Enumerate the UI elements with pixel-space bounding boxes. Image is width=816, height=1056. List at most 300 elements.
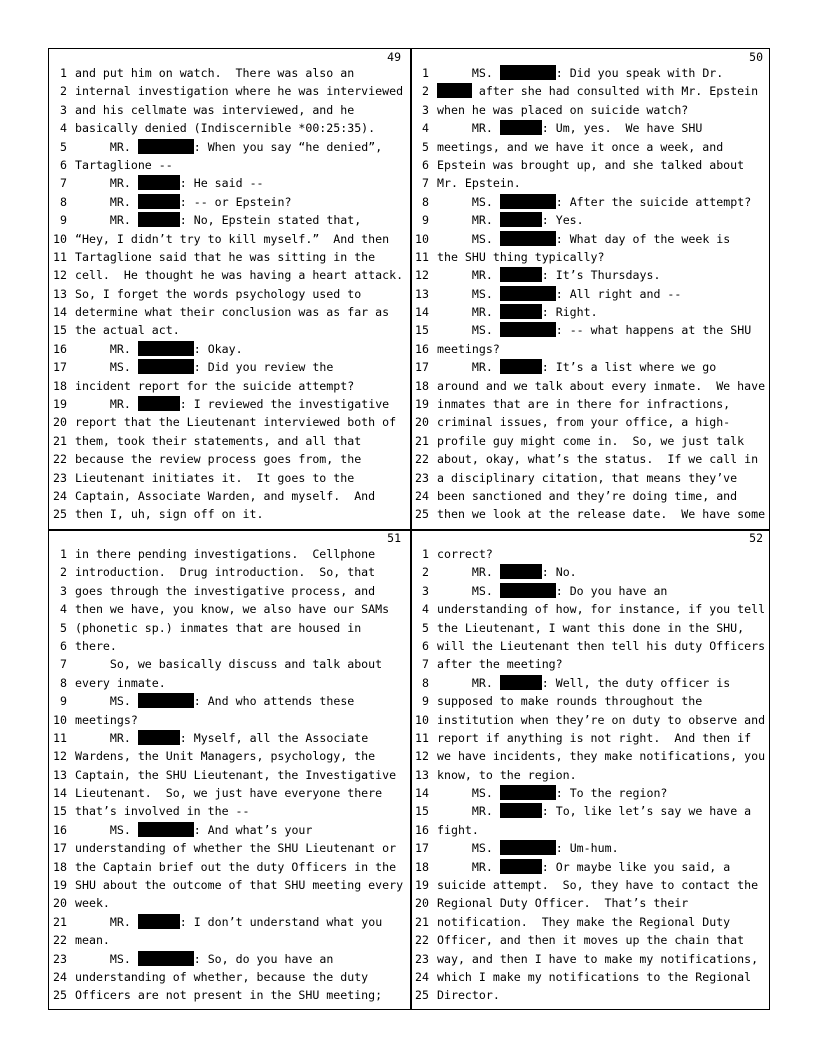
text-segment: profile guy might come in. So, we just talk	[437, 433, 745, 448]
line-number: 12	[415, 749, 429, 764]
line-text	[437, 655, 563, 673]
text-segment: Wardens, the Unit Managers, psychology, the	[75, 749, 376, 764]
line-text	[437, 101, 688, 119]
line-text	[437, 968, 751, 986]
line-text	[437, 469, 737, 487]
line-number: 8	[60, 675, 67, 690]
text-segment: MS.	[437, 841, 500, 856]
transcript-line	[411, 101, 769, 119]
text-segment: Officers are not present in the SHU meeting;	[75, 988, 383, 1003]
transcript-line	[411, 432, 769, 450]
transcript-line	[411, 747, 769, 765]
transcript-line	[411, 395, 769, 413]
line-text	[75, 674, 166, 692]
transcript-page-52	[411, 530, 769, 1008]
line-text	[437, 248, 605, 266]
line-text	[437, 450, 758, 468]
redaction-bar	[138, 212, 180, 227]
page-number: 51	[387, 531, 401, 545]
line-text	[75, 986, 382, 1004]
line-number: 24	[415, 488, 429, 503]
text-segment: : Yes.	[541, 213, 584, 228]
line-number: 7	[422, 657, 429, 672]
line-number: 5	[60, 620, 67, 635]
transcript-line	[49, 876, 407, 894]
transcript-line	[411, 729, 769, 747]
text-segment: criminal issues, from your office, a high-	[437, 415, 731, 430]
transcript-line	[49, 563, 407, 581]
text-segment: the actual act.	[75, 323, 180, 338]
line-text	[437, 692, 702, 710]
line-number: 18	[415, 378, 429, 393]
transcript-line	[411, 193, 769, 211]
text-segment: MS.	[437, 786, 500, 801]
line-text	[437, 766, 577, 784]
line-number: 2	[60, 565, 67, 580]
transcript-lines	[411, 545, 769, 1005]
line-number: 4	[60, 602, 67, 617]
redaction-bar	[500, 231, 556, 246]
transcript-lines	[411, 64, 769, 524]
line-text	[75, 487, 375, 505]
line-number: 14	[415, 786, 429, 801]
text-segment: determine what their conclusion was as far as	[75, 305, 390, 320]
transcript-line	[411, 413, 769, 431]
text-segment: MR.	[437, 213, 500, 228]
transcript-line	[411, 894, 769, 912]
line-number: 6	[422, 638, 429, 653]
text-segment: : Um-hum.	[555, 841, 619, 856]
line-text	[437, 674, 730, 692]
text-segment: MR.	[437, 121, 500, 136]
line-number: 17	[53, 841, 67, 856]
text-segment: : Okay.	[193, 341, 243, 356]
transcript-line	[49, 266, 407, 284]
page-number: 49	[387, 50, 401, 64]
line-number: 19	[415, 878, 429, 893]
text-segment: then I, uh, sign off on it.	[75, 507, 264, 522]
text-segment: that’s involved in the --	[75, 804, 250, 819]
transcript-line	[49, 821, 407, 839]
line-number: 18	[415, 859, 429, 874]
text-segment: MS.	[437, 323, 500, 338]
line-number: 9	[60, 694, 67, 709]
redaction-bar	[500, 286, 556, 301]
line-number: 14	[53, 305, 67, 320]
line-number: 16	[53, 822, 67, 837]
text-segment: : Myself, all the Associate	[179, 730, 369, 745]
transcript-line	[49, 230, 407, 248]
text-segment: MS.	[437, 583, 500, 598]
transcript-page-51	[49, 530, 407, 1008]
text-segment: : What day of the week is	[555, 231, 731, 246]
transcript-line	[411, 802, 769, 820]
text-segment: MS.	[75, 951, 138, 966]
text-segment: : Well, the duty officer is	[541, 675, 731, 690]
transcript-line	[49, 729, 407, 747]
line-text	[75, 358, 333, 376]
transcript-line	[49, 303, 407, 321]
line-text	[437, 285, 681, 303]
text-segment: MS.	[75, 360, 138, 375]
line-text	[437, 64, 723, 82]
text-segment: MR.	[437, 305, 500, 320]
line-text	[75, 211, 361, 229]
line-text	[437, 505, 765, 523]
text-segment: way, and then I have to make my notifications,	[437, 951, 759, 966]
text-segment: the SHU thing typically?	[437, 249, 605, 264]
line-number: 25	[415, 507, 429, 522]
line-number: 22	[53, 933, 67, 948]
text-segment: institution when they’re on duty to observe and	[437, 712, 766, 727]
line-text	[437, 876, 758, 894]
line-text	[75, 950, 333, 968]
line-number: 10	[53, 231, 67, 246]
line-number: 4	[60, 121, 67, 136]
transcript-line	[49, 913, 407, 931]
transcript-line	[411, 784, 769, 802]
line-text	[437, 839, 619, 857]
line-text	[75, 802, 250, 820]
transcript-line	[411, 968, 769, 986]
text-segment: Officer, and then it moves up the chain that	[437, 933, 745, 948]
text-segment: SHU about the outcome of that SHU meeting every	[75, 878, 404, 893]
line-text	[437, 619, 744, 637]
line-text	[75, 119, 375, 137]
line-number: 11	[415, 730, 429, 745]
line-text	[75, 692, 354, 710]
text-segment: inmates that are in there for infractions,	[437, 397, 731, 412]
transcript-line	[49, 321, 407, 339]
line-number: 9	[422, 213, 429, 228]
line-text	[437, 82, 758, 100]
transcript-line	[49, 156, 407, 174]
transcript-line	[49, 968, 407, 986]
text-segment: : When you say “he denied”,	[193, 139, 383, 154]
line-text	[75, 395, 389, 413]
transcript-line	[49, 193, 407, 211]
redaction-bar	[500, 65, 556, 80]
line-text	[75, 784, 382, 802]
text-segment: know, to the region.	[437, 767, 577, 782]
line-number: 17	[415, 360, 429, 375]
transcript-line	[49, 377, 407, 395]
line-number: 8	[422, 194, 429, 209]
text-segment: Director.	[437, 988, 500, 1003]
text-segment: there.	[75, 638, 117, 653]
line-text	[75, 138, 382, 156]
line-number: 19	[415, 397, 429, 412]
line-number: 12	[53, 749, 67, 764]
text-segment: MR.	[437, 859, 500, 874]
redaction-bar	[500, 675, 542, 690]
transcript-line	[49, 82, 407, 100]
transcript-line	[411, 230, 769, 248]
text-segment: MR.	[437, 804, 500, 819]
redaction-bar	[138, 139, 194, 154]
line-text	[437, 358, 716, 376]
text-segment: MR.	[75, 397, 138, 412]
redaction-bar	[500, 564, 542, 579]
line-number: 3	[60, 102, 67, 117]
line-number: 11	[415, 249, 429, 264]
transcript-line	[411, 876, 769, 894]
text-segment: : To, like let’s say we have a	[541, 804, 752, 819]
line-text	[75, 858, 396, 876]
line-text	[437, 931, 744, 949]
text-segment: after the meeting?	[437, 657, 563, 672]
line-number: 22	[53, 452, 67, 467]
line-number: 8	[422, 675, 429, 690]
line-number: 15	[53, 804, 67, 819]
line-number: 10	[53, 712, 67, 727]
text-segment: MS.	[437, 194, 500, 209]
line-text	[75, 505, 263, 523]
line-text	[437, 174, 521, 192]
transcript-line	[49, 101, 407, 119]
redaction-bar	[500, 304, 542, 319]
text-segment: Lieutenant. So, we just have everyone there	[75, 786, 383, 801]
text-segment: basically denied (Indiscernible *00:25:35).	[75, 121, 376, 136]
text-segment: MR.	[437, 565, 500, 580]
text-segment: and put him on watch. There was also an	[75, 66, 355, 80]
redaction-bar	[138, 359, 194, 374]
line-number: 23	[53, 470, 67, 485]
transcript-line	[49, 931, 407, 949]
transcript-line	[49, 119, 407, 137]
line-number: 22	[415, 933, 429, 948]
page-number: 50	[749, 50, 763, 64]
transcript-line	[411, 505, 769, 523]
line-text	[75, 637, 117, 655]
line-number: 23	[53, 951, 67, 966]
line-number: 1	[60, 547, 67, 561]
text-segment: Tartaglione --	[75, 157, 173, 172]
text-segment: : It’s Thursdays.	[541, 268, 661, 283]
line-text	[75, 413, 396, 431]
text-segment: them, took their statements, and all that	[75, 433, 362, 448]
text-segment: which I make my notifications to the Regional	[437, 969, 752, 984]
transcript-line	[411, 266, 769, 284]
line-text	[75, 729, 368, 747]
line-text	[75, 876, 403, 894]
redaction-bar	[138, 822, 194, 837]
line-text	[437, 138, 723, 156]
line-text	[437, 711, 765, 729]
text-segment: : It’s a list where we go	[541, 360, 717, 375]
line-text	[75, 377, 354, 395]
line-text	[75, 913, 382, 931]
text-segment: So, we basically discuss and talk about	[75, 657, 383, 672]
text-segment: MR.	[75, 194, 138, 209]
line-text	[75, 174, 264, 192]
line-number: 25	[53, 988, 67, 1003]
line-number: 15	[415, 804, 429, 819]
line-text	[75, 582, 375, 600]
text-segment: because the review process goes from, the	[75, 452, 362, 467]
transcript-line	[411, 766, 769, 784]
line-text	[75, 968, 368, 986]
transcript-line	[411, 119, 769, 137]
text-segment: MR.	[437, 360, 500, 375]
transcript-line	[49, 802, 407, 820]
line-text	[437, 321, 751, 339]
transcript-line	[411, 563, 769, 581]
line-number: 13	[53, 286, 67, 301]
line-text	[75, 711, 138, 729]
line-text	[437, 211, 584, 229]
line-number: 7	[60, 176, 67, 191]
line-text	[75, 563, 375, 581]
line-number: 6	[422, 157, 429, 172]
transcript-line	[49, 211, 407, 229]
text-segment: Captain, the SHU Lieutenant, the Investigative	[75, 767, 397, 782]
text-segment: meetings, and we have it once a week, and	[437, 139, 724, 154]
transcript-line	[49, 894, 407, 912]
text-segment: : No, Epstein stated that,	[179, 213, 362, 228]
text-segment: fight.	[437, 822, 479, 837]
line-number: 15	[415, 323, 429, 338]
text-segment: meetings?	[437, 341, 500, 356]
line-number: 8	[60, 194, 67, 209]
transcript-line	[411, 248, 769, 266]
line-number: 5	[422, 139, 429, 154]
redaction-bar	[500, 120, 542, 135]
redaction-bar	[138, 194, 180, 209]
text-segment: then we look at the release date. We have some	[437, 507, 766, 522]
line-text	[437, 193, 751, 211]
text-segment: MS.	[437, 286, 500, 301]
transcript-line	[411, 450, 769, 468]
line-number: 12	[415, 268, 429, 283]
line-number: 18	[53, 859, 67, 874]
line-text	[75, 266, 403, 284]
line-number: 5	[60, 139, 67, 154]
line-text	[75, 545, 375, 563]
text-segment: incident report for the suicide attempt?	[75, 378, 355, 393]
text-segment: : No.	[541, 565, 577, 580]
line-number: 17	[53, 360, 67, 375]
line-text	[75, 285, 361, 303]
line-number: 16	[415, 822, 429, 837]
transcript-line	[411, 986, 769, 1004]
transcript-line	[49, 395, 407, 413]
line-text	[75, 747, 375, 765]
redaction-bar	[500, 583, 556, 598]
line-number: 1	[60, 66, 67, 80]
line-number: 14	[53, 786, 67, 801]
line-number: 1	[422, 547, 429, 561]
transcript-line	[411, 637, 769, 655]
transcript-line	[49, 432, 407, 450]
text-segment: internal investigation where he was interviewed	[75, 84, 404, 99]
text-segment: MS.	[437, 66, 500, 80]
transcript-line	[49, 469, 407, 487]
text-segment: the Lieutenant, I want this done in the SHU,	[437, 620, 745, 635]
line-text	[75, 82, 403, 100]
text-segment: we have incidents, they make notifications, you	[437, 749, 766, 764]
transcript-line	[411, 674, 769, 692]
transcript-line	[411, 358, 769, 376]
line-number: 2	[422, 84, 429, 99]
line-text	[75, 600, 389, 618]
text-segment: and his cellmate was interviewed, and he	[75, 102, 355, 117]
line-text	[437, 545, 493, 563]
line-number: 1	[422, 66, 429, 80]
line-number: 3	[60, 583, 67, 598]
text-segment: been sanctioned and they’re doing time, and	[437, 488, 738, 503]
line-number: 3	[422, 102, 429, 117]
transcript-grid	[48, 48, 770, 1010]
line-text	[75, 619, 361, 637]
line-text	[75, 156, 173, 174]
line-number: 20	[53, 896, 67, 911]
transcript-line	[411, 211, 769, 229]
line-text	[437, 747, 765, 765]
line-number: 3	[422, 583, 429, 598]
transcript-line	[411, 692, 769, 710]
line-text	[437, 858, 730, 876]
line-number: 23	[415, 951, 429, 966]
line-number: 16	[415, 341, 429, 356]
redaction-bar	[138, 396, 180, 411]
transcript-page-50	[411, 49, 769, 527]
text-segment: understanding of whether the SHU Lieutenant or	[75, 841, 397, 856]
line-text	[437, 821, 479, 839]
text-segment: will the Lieutenant then tell his duty Officers	[437, 638, 766, 653]
transcript-line	[49, 248, 407, 266]
text-segment: So, I forget the words psychology used to	[75, 286, 362, 301]
line-text	[437, 395, 730, 413]
text-segment: report if anything is not right. And then if	[437, 730, 752, 745]
line-number: 25	[415, 988, 429, 1003]
redaction-bar	[500, 803, 542, 818]
line-text	[75, 230, 389, 248]
line-number: 23	[415, 470, 429, 485]
redaction-bar	[500, 267, 542, 282]
line-text	[437, 156, 744, 174]
line-number: 21	[415, 914, 429, 929]
transcript-line	[49, 487, 407, 505]
transcript-line	[49, 358, 407, 376]
line-text	[437, 119, 702, 137]
transcript-line	[49, 637, 407, 655]
transcript-line	[49, 655, 407, 673]
line-text	[437, 637, 765, 655]
text-segment: meetings?	[75, 712, 138, 727]
text-segment: : Um, yes. We have SHU	[541, 121, 703, 136]
transcript-line	[49, 174, 407, 192]
text-segment: MS.	[75, 822, 138, 837]
transcript-line	[49, 413, 407, 431]
line-text	[75, 894, 110, 912]
text-segment: every inmate.	[75, 675, 166, 690]
text-segment: MR.	[437, 268, 500, 283]
text-segment: in there pending investigations. Cellphone	[75, 547, 376, 561]
line-number: 7	[422, 176, 429, 191]
text-segment: : Or maybe like you said, a	[541, 859, 731, 874]
transcript-line	[411, 821, 769, 839]
transcript-line	[49, 766, 407, 784]
line-number: 21	[53, 914, 67, 929]
line-number: 14	[415, 305, 429, 320]
line-text	[437, 582, 667, 600]
transcript-line	[49, 600, 407, 618]
text-segment: MR.	[75, 213, 138, 228]
line-number: 5	[422, 620, 429, 635]
text-segment: suicide attempt. So, they have to contact the	[437, 878, 759, 893]
line-number: 13	[415, 286, 429, 301]
